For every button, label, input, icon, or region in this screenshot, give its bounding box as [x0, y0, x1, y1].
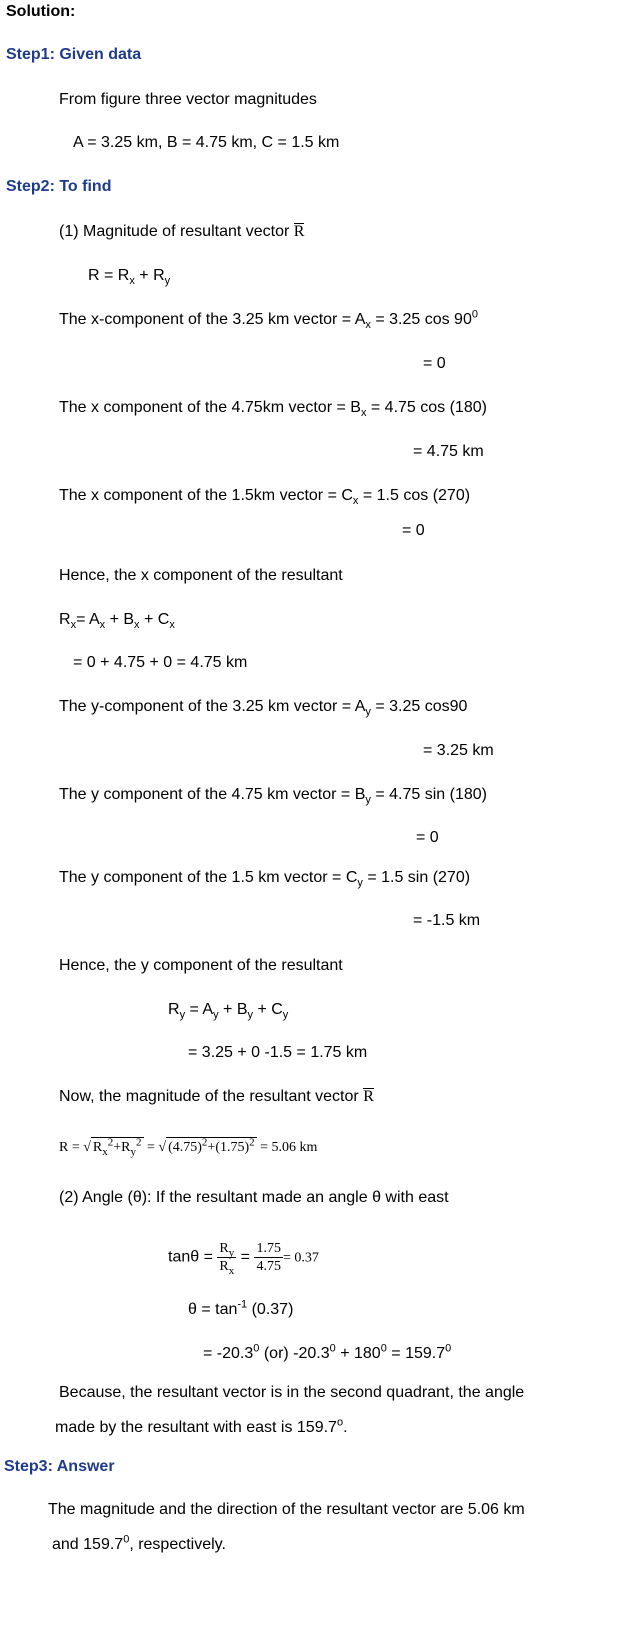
solution-title: Solution: [6, 3, 76, 20]
step2-heading: Step2: To find [6, 178, 112, 195]
answer-line-2-text: and 159.7 [52, 1536, 124, 1553]
answer-line-1: The magnitude and the direction of the resultant vector are 5.06 km [48, 1501, 525, 1518]
x-comp-c-result: = 0 [402, 522, 425, 539]
rx-calc: = 0 + 4.75 + 0 = 4.75 km [73, 654, 248, 671]
theta-text: θ = tan [188, 1301, 238, 1318]
vector-r-symbol: R [293, 223, 305, 240]
y-comp-a-result: = 3.25 km [423, 742, 494, 759]
y-comp-c-label: The y component of the 1.5 km vector = C [59, 869, 358, 886]
x-comp-b-result: = 4.75 km [413, 443, 484, 460]
deg-1: 0 [253, 1342, 260, 1355]
deg-3: 0 [380, 1342, 387, 1355]
answer-end: , respectively. [129, 1536, 226, 1553]
answer-line-2 [52, 1535, 226, 1555]
x-comp-a [59, 310, 478, 330]
y-comp-a [59, 697, 467, 717]
magnitude-result: = 5.06 km [260, 1140, 318, 1155]
y-comp-b-sub: y [365, 794, 371, 807]
part2-line: (2) Angle (θ): If the resultant made an angle θ with east [59, 1189, 449, 1206]
y-comp-a-label: The y-component of the 3.25 km vector = A [59, 698, 366, 715]
given-values: A = 3.25 km, B = 4.75 km, C = 1.5 km [73, 134, 340, 151]
x-comp-a-sub: x [365, 319, 371, 332]
deg-2: 0 [329, 1342, 336, 1355]
because-deg: o [336, 1416, 344, 1429]
because-line-2-text: made by the resultant with east is 159.7 [55, 1419, 337, 1436]
x-comp-b [59, 398, 487, 418]
tan-label: tanθ = [168, 1248, 213, 1266]
step1-heading: Step1: Given data [6, 46, 142, 63]
x-comp-a-label: The x-component of the 3.25 km vector = A [59, 311, 366, 328]
x-comp-b-sub: x [360, 407, 367, 420]
part1-line [59, 222, 304, 242]
because-line-1: Because, the resultant vector is in the second quadrant, the angle [59, 1384, 525, 1401]
theta-arg: (0.37) [247, 1301, 294, 1318]
given-intro: From figure three vector magnitudes [59, 91, 317, 108]
x-comp-a-sup: 0 [471, 308, 478, 321]
tan-num: 1.75 [256, 1241, 281, 1256]
y-comp-a-expr: = 3.25 cos90 [370, 698, 468, 715]
x-comp-c-sub: x [352, 495, 359, 508]
ry-over-rx: $\frac{R_y}{R_x}$ [219, 1241, 235, 1277]
angle-calc-c: + 180 [335, 1345, 381, 1362]
angle-calc-a: = -20.3 [203, 1345, 254, 1362]
x-comp-c [59, 486, 470, 506]
y-comp-c-sub: y [357, 877, 363, 890]
because-end: . [343, 1419, 348, 1436]
because-line-2 [55, 1418, 348, 1438]
x-comp-a-expr: = 3.25 cos 90 [370, 311, 472, 328]
tan-result: = 0.37 [282, 1250, 319, 1266]
tan-equation: tanθ = $\frac{R_y}{R_x}$ = $\frac{1.75}{4.75}$ = 0.37 [168, 1241, 319, 1277]
vector-r-symbol-2: R [363, 1088, 374, 1105]
step3-heading: Step3: Answer [4, 1458, 115, 1475]
hence-y: Hence, the y component of the resultant [59, 957, 343, 974]
x-comp-c-label: The x component of the 1.5km vector = C [59, 487, 353, 504]
y-comp-c-result: = -1.5 km [413, 912, 481, 929]
y-comp-b [59, 785, 487, 805]
x-comp-c-expr: = 1.5 cos (270) [358, 487, 471, 504]
part1-text: (1) Magnitude of resultant vector [59, 223, 290, 240]
angle-calc-d: = 159.7 [386, 1345, 446, 1362]
deg-4: 0 [445, 1342, 452, 1355]
x-comp-a-result: = 0 [423, 355, 446, 372]
rx-equation: $R_x= A_x + B_x + C_x$ [59, 611, 175, 632]
x-comp-b-label: The x component of the 4.75km vector = B [59, 399, 361, 416]
ry-calc: = 3.25 + 0 -1.5 = 1.75 km [188, 1044, 368, 1061]
x-comp-b-expr: = 4.75 cos (180) [366, 399, 487, 416]
tan-den: 4.75 [256, 1259, 281, 1274]
now-line [59, 1087, 374, 1107]
y-comp-a-sub: y [365, 706, 371, 719]
y-comp-c [59, 868, 470, 888]
y-comp-b-label: The y component of the 4.75 km vector = B [59, 786, 366, 803]
ry-equation: $R_y = A_y + B_y + C_y$ [168, 1001, 289, 1022]
angle-calc [203, 1344, 451, 1364]
y-comp-c-expr: = 1.5 sin (270) [362, 869, 471, 886]
angle-calc-b: (or) -20.3 [259, 1345, 330, 1362]
numeric-fraction [254, 1240, 283, 1275]
theta-sup: -1 [237, 1298, 248, 1311]
magnitude-formula: R = √ $R_x^2+R_y^2$ = √ $(4.75)^2+(1.75)^2 = 5.06$ km [59, 1136, 318, 1158]
r-sum-equation: $R = R_x + R_y$ [88, 267, 171, 288]
y-comp-b-expr: = 4.75 sin (180) [370, 786, 487, 803]
now-text: Now, the magnitude of the resultant vector [59, 1088, 359, 1105]
hence-x: Hence, the x component of the resultant [59, 567, 343, 584]
answer-deg: 0 [123, 1533, 130, 1546]
theta-line [188, 1300, 293, 1320]
y-comp-b-result: = 0 [416, 829, 439, 846]
